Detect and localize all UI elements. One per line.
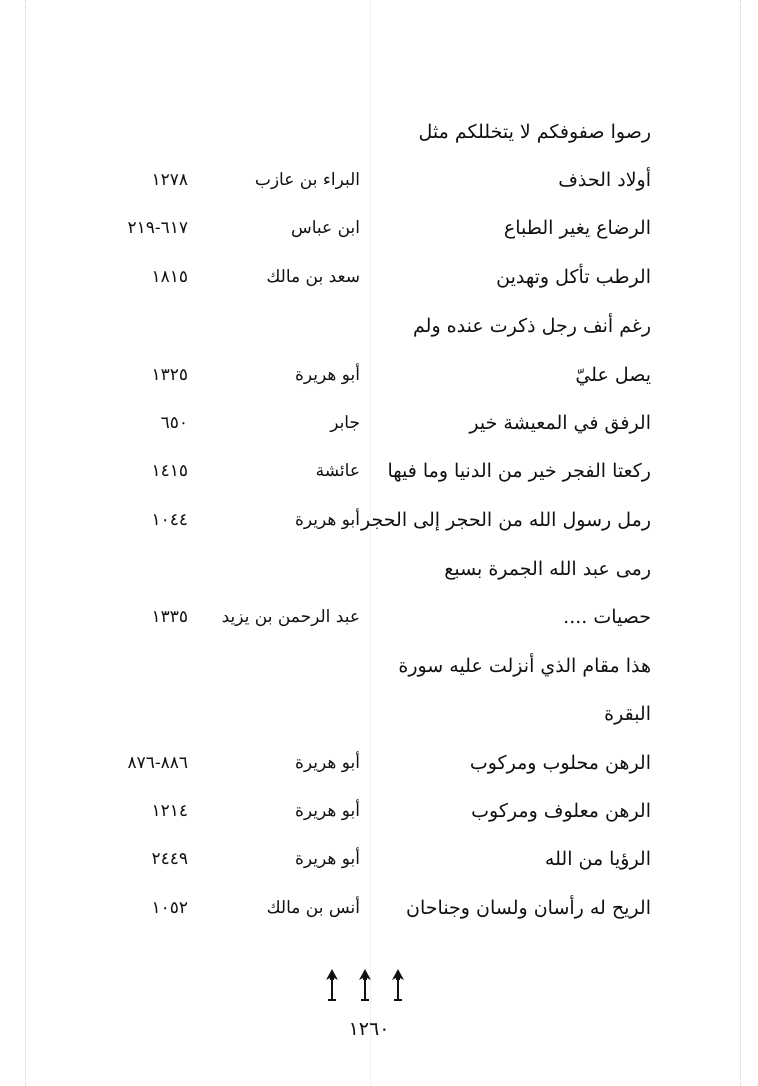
page-number: ١٢٦٠	[348, 1018, 390, 1040]
hadith-reference-numbers: ١٢١٤	[151, 801, 188, 821]
hadith-text: رمل رسول الله من الحجر إلى الحجر	[361, 509, 651, 531]
narrator-name: أبو هريرة	[294, 510, 360, 530]
index-row	[0, 549, 758, 589]
section-end-ornament	[325, 968, 405, 1004]
index-row	[0, 112, 758, 152]
hadith-reference-numbers: ١٢٧٨	[151, 170, 188, 190]
hadith-text: رمى عبد الله الجمرة بسبع	[444, 558, 651, 580]
hadith-text: الرهن معلوف ومركوب	[471, 800, 651, 822]
index-row	[0, 451, 758, 491]
hadith-reference-numbers: ٦١٧-٢١٩	[127, 218, 188, 238]
fleuron-arrow-icon	[325, 968, 339, 1002]
narrator-name: البراء بن عازب	[254, 170, 360, 190]
index-row	[0, 208, 758, 248]
index-row	[0, 355, 758, 395]
index-row	[0, 500, 758, 540]
hadith-text: رغم أنف رجل ذكرت عنده ولم	[413, 315, 651, 337]
hadith-text: الريح له رأسان ولسان وجناحان	[406, 897, 651, 919]
hadith-reference-numbers: ١٣٢٥	[151, 365, 188, 385]
hadith-text: يصل عليّ	[575, 364, 651, 386]
index-row	[0, 839, 758, 879]
index-row	[0, 646, 758, 686]
index-row	[0, 888, 758, 928]
narrator-name: أبو هريرة	[294, 365, 360, 385]
narrator-name: أبو هريرة	[294, 801, 360, 821]
hadith-reference-numbers: ١٣٣٥	[151, 607, 188, 627]
hadith-reference-numbers: ٨٨٦-٨٧٦	[127, 753, 188, 773]
narrator-name: عبد الرحمن بن يزيد	[221, 607, 360, 627]
narrator-name: أبو هريرة	[294, 753, 360, 773]
index-row	[0, 743, 758, 783]
index-row	[0, 257, 758, 297]
index-row	[0, 597, 758, 637]
hadith-text: البقرة	[604, 703, 651, 725]
hadith-reference-numbers: ١٠٥٢	[151, 898, 188, 918]
hadith-text: حصيات ....	[563, 606, 651, 628]
index-row	[0, 694, 758, 734]
hadith-reference-numbers: ١٨١٥	[151, 267, 188, 287]
index-row	[0, 306, 758, 346]
hadith-reference-numbers: ١٠٤٤	[151, 510, 188, 530]
hadith-text: الرؤيا من الله	[544, 848, 651, 870]
narrator-name: أبو هريرة	[294, 849, 360, 869]
index-row	[0, 403, 758, 443]
hadith-text: رصوا صفوفكم لا يتخللكم مثل	[418, 121, 651, 143]
narrator-name: أنس بن مالك	[266, 898, 360, 918]
hadith-reference-numbers: ١٤١٥	[151, 461, 188, 481]
hadith-text: أولاد الحذف	[558, 169, 651, 191]
fleuron-arrow-icon	[391, 968, 405, 1002]
narrator-name: جابر	[330, 413, 360, 433]
hadith-text: الرضاع يغير الطباع	[503, 217, 651, 239]
narrator-name: عائشة	[315, 461, 360, 481]
narrator-name: ابن عباس	[290, 218, 360, 238]
hadith-reference-numbers: ٦٥٠	[160, 413, 188, 433]
hadith-text: ركعتا الفجر خير من الدنيا وما فيها	[387, 460, 651, 482]
index-row	[0, 160, 758, 200]
hadith-text: الرهن محلوب ومركوب	[469, 752, 651, 774]
narrator-name: سعد بن مالك	[266, 267, 360, 287]
hadith-reference-numbers: ٢٤٤٩	[151, 849, 188, 869]
fleuron-arrow-icon	[358, 968, 372, 1002]
hadith-text: الرطب تأكل وتهدين	[496, 266, 651, 288]
hadith-text: الرفق في المعيشة خير	[469, 412, 651, 434]
index-row	[0, 791, 758, 831]
hadith-text: هذا مقام الذي أنزلت عليه سورة	[398, 655, 651, 677]
